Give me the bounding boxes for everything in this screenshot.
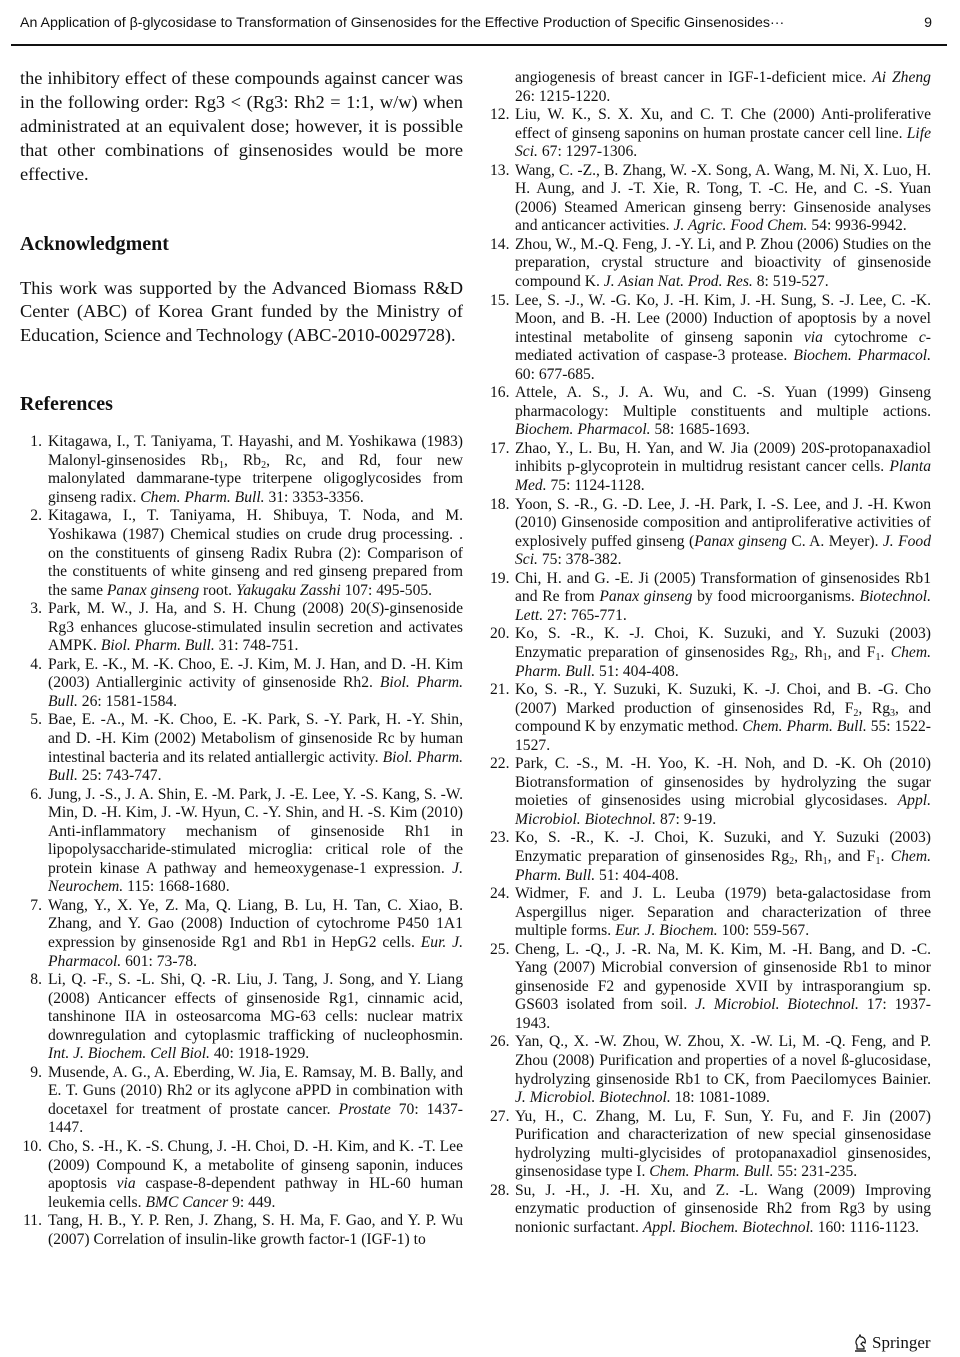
reference-list-right bbox=[490, 69, 931, 1237]
reference-text: Chi, H. and G. -E. Ji (2005) Transformation of ginsenosides Rb1 and Re from bbox=[515, 569, 931, 606]
reference-italic-text: BMC Cancer bbox=[145, 1193, 229, 1211]
reference-number: 13. bbox=[490, 161, 510, 179]
reference-number: 11. bbox=[23, 1212, 42, 1230]
reference-item bbox=[490, 1108, 931, 1182]
reference-text: Zhou, W., M.-Q. Feng, J. -Y. Li, and P. Zhou (2006) Studies on the preparation, crystal structure and bioactivity of ginsenoside compound K. bbox=[515, 235, 931, 291]
reference-italic-text: Biol. Pharm. Bull. bbox=[48, 748, 463, 785]
reference-text: 31: 748-751. bbox=[214, 637, 299, 655]
reference-text: Jung, J. -S., J. A. Shin, E. -M. Park, J. -E. Lee, Y. -S. Kang, S. -W. Min, D. -H. Kim, J. -W. Hyun, C. -Y. Shin, and H. -S. Kim (2010) Anti-inflammatory mechanism of ginsenoside Rh1 in lipopolysaccharide-stimulated microglia: critical role of the protein kinase A pathway and hemeoxygenase-1 expression. bbox=[48, 785, 463, 877]
reference-text: 26: 1215-1220. bbox=[515, 87, 611, 105]
reference-italic-text: Ai Zheng bbox=[872, 69, 931, 86]
right-column bbox=[490, 69, 931, 1237]
reference-text: , and F bbox=[827, 643, 876, 661]
reference-number: 7. bbox=[30, 896, 42, 914]
reference-italic-text: Yakugaku Zasshi bbox=[235, 581, 341, 599]
reference-text: 67: 1297-1306. bbox=[537, 143, 638, 161]
reference-item bbox=[490, 829, 931, 885]
reference-text: Cheng, L. -Q., J. -R. Na, M. K. Kim, M. -H. Bang, and D. -C. Yang (2007) Microbial conversion of ginsenoside Rb1 to minor ginsenoside F2 and gypenoside XVII by intrasporangium sp. GS603 isolated from soil. bbox=[515, 940, 931, 1014]
reference-number: 27. bbox=[490, 1107, 510, 1125]
reference-text: 51: 404-408. bbox=[595, 866, 679, 884]
reference-text: Yoon, S. -R., G. -D. Lee, J. -H. Park, I. -S. Lee, and J. -H. Kwon (2010) Ginsenoside composition and antiproliferative activities of explosively puffed ginseng ( bbox=[515, 495, 931, 550]
reference-italic-text: Biochem. Pharmacol. bbox=[515, 421, 651, 439]
reference-italic-text: Eur. J. Pharmacol. bbox=[48, 934, 464, 970]
running-title: An Application of β-glycosidase to Transformation of Ginsenosides for the Effective Production of Specific Ginsenosides··· bbox=[20, 15, 785, 31]
reference-italic-text: Panax ginseng bbox=[106, 581, 200, 599]
reference-italic-text: J. Asian Nat. Prod. Res. bbox=[603, 273, 753, 291]
reference-text: 75: 1124-1128. bbox=[546, 477, 645, 495]
reference-text: Yan, Q., X. -W. Zhou, W. Zhou, X. -W. Li, M. -Q. Feng, and P. Zhou (2008) Purification and properties of a novel ß-glucosidase, hydrolyzing ginsenoside Rb1 to CK, from Paecilomyces Bainier. bbox=[515, 1033, 931, 1088]
reference-italic-text: Chem. Pharm. Bull. bbox=[515, 847, 931, 884]
reference-number: 17. bbox=[490, 439, 510, 457]
reference-text: , and compound K by enzymatic method. bbox=[515, 699, 932, 736]
reference-text: Yu, H., C. Zhang, M. Lu, F. Sun, Y. Fu, and F. Jin (2007) Purification and characterization of new special ginsenosidase hydrolyzing multi-glycisides of protopanaxadiol ginsenosides, ginsenosidase type I. bbox=[515, 1107, 931, 1181]
reference-item bbox=[20, 897, 463, 971]
reference-number: 10. bbox=[22, 1138, 42, 1156]
reference-italic-text: Chem. Pharm. Bull. bbox=[140, 488, 265, 506]
reference-item bbox=[20, 1064, 463, 1138]
reference-italic-text: Panax ginseng bbox=[599, 588, 693, 606]
reference-text: 75: 378-382. bbox=[537, 551, 622, 569]
reference-number: 22. bbox=[490, 755, 510, 773]
reference-text: 55: 231-235. bbox=[773, 1163, 858, 1181]
reference-item bbox=[20, 433, 463, 507]
springer-logo bbox=[853, 1333, 931, 1353]
reference-text: 18: 1081-1089. bbox=[670, 1089, 770, 1107]
reference-subscript: 1 bbox=[822, 651, 828, 663]
reference-item bbox=[490, 570, 931, 626]
left-column bbox=[20, 67, 463, 1249]
reference-text: )-ginsenoside Rg3 enhances glucose-stimulated insulin secretion and activates AMPK. bbox=[48, 600, 463, 655]
reference-number: 24. bbox=[490, 885, 510, 903]
reference-text: Li, Q. -F., S. -L. Shi, Q. -R. Liu, J. Tang, J. Song, and Y. Liang (2008) Anticancer effects of ginsenoside Rg1, cinnamic acid, tanshinone IIA in osteosarcoma MG-63 cells: nuclear matrix downregulation and cytoplasmic trafficking of nucleophosmin. bbox=[48, 971, 463, 1044]
reference-text: , Rh bbox=[794, 847, 823, 865]
reference-number: 12. bbox=[490, 106, 510, 124]
reference-item bbox=[490, 440, 931, 496]
reference-italic-text: J. Food Sci. bbox=[515, 532, 932, 569]
reference-text: 601: 73-78. bbox=[121, 952, 198, 970]
acknowledgment-paragraph: This work was supported by the Advanced Biomass R&D Center (ABC) of Korea Grant funded by the Ministry of Education, Science and Technology (ABC-2010-0029728). bbox=[20, 277, 463, 346]
page-number: 9 bbox=[924, 15, 932, 31]
reference-text: caspase-8-dependent pathway in HL-60 human leukemia cells. bbox=[48, 1175, 463, 1211]
reference-text: Tang, H. B., Y. P. Ren, J. Zhang, S. H. Ma, F. Gao, and Y. P. Wu (2007) Correlation of insulin-like growth factor-1 (IGF-1) to bbox=[48, 1212, 463, 1248]
reference-item bbox=[490, 384, 931, 440]
reference-number: 3. bbox=[30, 600, 42, 618]
reference-item bbox=[20, 786, 463, 897]
reference-text: Liu, W. K., S. X. Xu, and C. T. Che (2000) Anti-proliferative effect of ginseng saponins on human prostate cancer cell line. bbox=[515, 106, 931, 142]
reference-item bbox=[490, 106, 931, 162]
reference-text: Kitagawa, I., T. Taniyama, H. Shibuya, T. Noda, and M. Yoshikawa (1987) Chemical studies on crude drug processing. . on the constituents of ginseng Radix Rubra (2): Comparison of the constituents of white ginseng and red ginseng prepared from the same bbox=[48, 507, 463, 599]
reference-italic-text: Biochem. Pharmacol. bbox=[793, 347, 932, 365]
reference-text: Lee, S. -J., W. -G. Ko, J. -H. Kim, J. -H. Sung, S. -J. Lee, C. -K. Moon, and B. -H. Lee (2000) Induction of apoptosis by a novel intestinal metabolite of ginseng saponin bbox=[515, 291, 931, 346]
reference-italic-text: via bbox=[116, 1175, 136, 1193]
reference-text: by food microorganisms. bbox=[692, 588, 860, 606]
reference-item bbox=[20, 1138, 463, 1212]
reference-text: . bbox=[880, 847, 891, 865]
reference-subscript: 2 bbox=[261, 459, 267, 471]
reference-italic-text: Life Sci. bbox=[515, 124, 931, 161]
reference-text: Park, C. -S., M. -H. Yoo, K. -H. Noh, and D. -K. Oh (2010) Biotransformation of ginsenosides by hydrolyzing the sugar moieties of ginsenosides using microbial glycosidases. bbox=[515, 755, 931, 810]
reference-number: 5. bbox=[30, 711, 42, 729]
reference-italic-text: Int. J. Biochem. Cell Biol. bbox=[48, 1045, 210, 1063]
reference-text: 60: 677-685. bbox=[515, 365, 595, 383]
reference-italic-text: Eur. J. Biochem. bbox=[615, 922, 718, 940]
reference-subscript: 2 bbox=[789, 855, 795, 867]
reference-number: 26. bbox=[490, 1033, 510, 1051]
reference-italic-text: Appl. Biochem. Biotechnol. bbox=[642, 1218, 814, 1236]
reference-text: , Rc, and Rd, four new malonylated dammarane-type triterpene oligoglycosides from ginseng radix. bbox=[48, 451, 463, 506]
reference-text: 8: 519-527. bbox=[752, 273, 829, 291]
reference-number: 18. bbox=[490, 495, 510, 513]
reference-text: -mediated activation of caspase-3 protease. bbox=[515, 328, 931, 365]
reference-italic-text: Appl. Microbiol. Biotechnol. bbox=[515, 792, 931, 828]
reference-text: 87: 9-19. bbox=[656, 810, 717, 828]
reference-text: 100: 559-567. bbox=[717, 922, 810, 940]
reference-text: Ko, S. -R., K. -J. Choi, K. Suzuki, and Y. Suzuki (2003) Enzymatic preparation of ginsenosides Rg bbox=[515, 829, 931, 865]
reference-text: angiogenesis of breast cancer in IGF-1-deficient mice. bbox=[515, 69, 873, 86]
reference-italic-text: Planta Med. bbox=[515, 458, 931, 495]
reference-subscript: 1 bbox=[218, 459, 224, 471]
reference-text: Wang, Y., X. Ye, Z. Ma, Q. Liang, B. Lu, H. Tan, C. Xiao, B. Zhang, and Y. Gao (2008) Induction of cytochrome P450 1A1 expression by ginsenoside Rg1 and Rb1 in HepG2 cells. bbox=[48, 896, 463, 952]
reference-text: -protopanaxadiol inhibits p-glycoprotein in multidrug resistant cancer cells. bbox=[515, 439, 931, 476]
reference-subscript: 2 bbox=[789, 651, 795, 663]
reference-italic-text: J. Agric. Food Chem. bbox=[673, 217, 808, 235]
reference-italic-text: S bbox=[816, 439, 825, 457]
reference-number: 6. bbox=[30, 785, 42, 803]
reference-italic-text: J. Neurochem. bbox=[48, 859, 463, 896]
reference-number: 9. bbox=[30, 1063, 42, 1081]
reference-italic-text: Panax ginseng bbox=[694, 532, 787, 550]
reference-number: 1. bbox=[30, 433, 42, 451]
reference-item bbox=[20, 711, 463, 785]
reference-italic-text: Chem. Pharm. Bull. bbox=[649, 1163, 774, 1181]
reference-item bbox=[490, 236, 931, 292]
reference-text: 9: 449. bbox=[228, 1193, 276, 1211]
reference-number: 14. bbox=[490, 235, 510, 253]
reference-text: Wang, C. -Z., B. Zhang, W. -X. Song, A. Wang, M. Ni, X. Luo, H. H. Aung, and J. -T. Xie, R. Tong, T. -C. He, and C. -S. Yuan (2006) Steamed American ginseng berry: Ginsenoside analyses and anticancer activities. bbox=[515, 161, 931, 235]
reference-item bbox=[490, 941, 931, 1034]
reference-text: Zhao, Y., L. Bu, H. Yan, and W. Jia (2009) 20 bbox=[515, 439, 817, 457]
reference-text: 17: 1937-1943. bbox=[515, 996, 931, 1032]
reference-text: root. bbox=[199, 581, 236, 599]
reference-number: 16. bbox=[490, 384, 510, 402]
intro-paragraph: the inhibitory effect of these compounds against cancer was in the following order: Rg3 < (Rg3: Rh2 = 1:1, w/w) when administrated at an equivalent dose; however, it is possible that other combinations of ginsenosides would be more effective. bbox=[20, 68, 463, 184]
references-heading: References bbox=[20, 393, 113, 416]
reference-number: 4. bbox=[30, 655, 42, 673]
reference-number: 28. bbox=[490, 1181, 510, 1199]
reference-text: , Rg bbox=[858, 699, 891, 717]
reference-number: 15. bbox=[490, 291, 510, 309]
reference-italic-text: via bbox=[803, 328, 823, 346]
reference-text: Cho, S. -H., K. -S. Chung, J. -H. Choi, D. -H. Kim, and K. -T. Lee (2009) Compound K, a metabolite of ginseng saponin, induces apoptosis bbox=[48, 1138, 463, 1193]
reference-italic-text: Biol. Pharm. Bull. bbox=[100, 637, 215, 655]
reference-item bbox=[490, 162, 931, 236]
reference-text: 25: 743-747. bbox=[77, 767, 162, 785]
reference-item bbox=[20, 1212, 463, 1249]
reference-text: Widmer, F. and J. L. Leuba (1979) beta-galactosidase from Aspergillus niger. Separation and characterization of three multiple forms. bbox=[515, 885, 931, 940]
publisher-name: Springer bbox=[872, 1333, 931, 1352]
reference-text: 55: 1522-1527. bbox=[515, 718, 931, 754]
reference-item bbox=[490, 625, 931, 681]
reference-text: 115: 1668-1680. bbox=[123, 878, 230, 896]
reference-text: 51: 404-408. bbox=[595, 662, 679, 680]
reference-item bbox=[20, 507, 463, 600]
reference-text: 107: 495-505. bbox=[340, 581, 433, 599]
reference-item bbox=[490, 1182, 931, 1238]
reference-text: 31: 3353-3356. bbox=[264, 488, 364, 506]
reference-text: Park, M. W., J. Ha, and S. H. Chung (2008) 20( bbox=[48, 600, 372, 618]
reference-text: , and F bbox=[827, 847, 876, 865]
reference-item bbox=[20, 656, 463, 712]
reference-text: 160: 1116-1123. bbox=[813, 1218, 920, 1236]
reference-italic-text: Chem. Pharm. Bull. bbox=[515, 643, 931, 680]
reference-item bbox=[490, 69, 931, 106]
reference-number: 2. bbox=[30, 507, 42, 525]
reference-list-left bbox=[20, 433, 463, 1249]
reference-item bbox=[20, 600, 463, 656]
reference-text: , Rh bbox=[794, 643, 823, 661]
reference-text: cytochrome bbox=[822, 328, 919, 346]
reference-italic-text: J. Microbiol. Biotechnol. bbox=[695, 996, 859, 1014]
reference-number: 23. bbox=[490, 829, 510, 847]
reference-italic-text: Chem. Pharm. Bull. bbox=[742, 718, 867, 736]
reference-text: Musende, A. G., A. Eberding, W. Jia, E. Ramsay, M. B. Bally, and E. T. Guns (2010) Rh2 or its aglycone aPPD in combination with docetaxel for treatment of prostate cancer. bbox=[48, 1063, 463, 1118]
reference-number: 20. bbox=[490, 625, 510, 643]
reference-number: 25. bbox=[490, 940, 510, 958]
reference-subscript: 1 bbox=[875, 651, 881, 663]
reference-item bbox=[20, 971, 463, 1064]
reference-text: Bae, E. -A., M. -K. Choo, E. -K. Park, S. -Y. Park, H. -Y. Shin, and D. -H. Kim (2002) Metabolism of ginsenoside Rc by human intestinal bacteria and its related antiallergic activity. bbox=[48, 711, 463, 766]
reference-number: 21. bbox=[490, 681, 510, 699]
running-header bbox=[20, 15, 932, 31]
springer-horse-icon bbox=[853, 1334, 869, 1352]
reference-italic-text: J. Microbiol. Biotechnol. bbox=[515, 1089, 671, 1107]
reference-text: 58: 1685-1693. bbox=[650, 421, 750, 439]
reference-item bbox=[490, 292, 931, 385]
reference-italic-text: Prostate bbox=[338, 1100, 391, 1118]
reference-text: Park, E. -K., M. -K. Choo, E. -J. Kim, M. J. Han, and D. -H. Kim (2003) Antiallerginic activity of ginsenoside Rh2. bbox=[48, 655, 463, 692]
reference-item bbox=[490, 681, 931, 755]
reference-subscript: 1 bbox=[822, 855, 828, 867]
reference-italic-text: S bbox=[371, 600, 379, 618]
reference-italic-text: Biol. Pharm. Bull. bbox=[48, 674, 463, 710]
reference-item bbox=[490, 755, 931, 829]
reference-item bbox=[490, 496, 931, 570]
header-rule bbox=[11, 44, 947, 46]
reference-number: 8. bbox=[30, 971, 42, 989]
reference-subscript: 3 bbox=[890, 707, 896, 719]
reference-item bbox=[490, 885, 931, 941]
acknowledgment-heading: Acknowledgment bbox=[20, 232, 169, 255]
reference-text: . bbox=[880, 643, 891, 661]
reference-text: 70: 1437-1447. bbox=[48, 1100, 463, 1137]
reference-subscript: 2 bbox=[853, 707, 859, 719]
reference-item bbox=[490, 1033, 931, 1107]
reference-italic-text: c bbox=[918, 328, 926, 346]
reference-text: Kitagawa, I., T. Taniyama, T. Hayashi, and M. Yoshikawa (1983) Malonyl-ginsenosides Rb bbox=[48, 433, 463, 469]
reference-text: 40: 1918-1929. bbox=[209, 1045, 310, 1063]
reference-text: Attele, A. S., J. A. Wu, and C. -S. Yuan (1999) Ginseng pharmacology: Multiple constituents and multiple actions. bbox=[515, 384, 931, 420]
reference-italic-text: Biotechnol. Lett. bbox=[515, 588, 931, 624]
reference-text: 27: 765-771. bbox=[543, 606, 627, 624]
reference-text: , Rb bbox=[223, 451, 262, 469]
reference-text: Ko, S. -R., Y. Suzuki, K. Suzuki, K. -J. Choi, and B. -G. Cho (2007) Marked production of ginsenosides Rd, F bbox=[515, 681, 931, 717]
reference-text: C. A. Meyer). bbox=[786, 532, 883, 550]
reference-text: Su, J. -H., J. -H. Xu, and Z. -L. Wang (2009) Improving enzymatic production of ginsenoside Rh2 from Rg3 by using nonionic surfactant. bbox=[515, 1181, 931, 1236]
reference-text: 26: 1581-1584. bbox=[77, 692, 178, 710]
reference-number: 19. bbox=[490, 569, 510, 587]
reference-text: 54: 9936-9942. bbox=[807, 217, 907, 235]
reference-subscript: 1 bbox=[875, 855, 881, 867]
reference-text: Ko, S. -R., K. -J. Choi, K. Suzuki, and Y. Suzuki (2003) Enzymatic preparation of ginsenosides Rg bbox=[515, 625, 931, 661]
